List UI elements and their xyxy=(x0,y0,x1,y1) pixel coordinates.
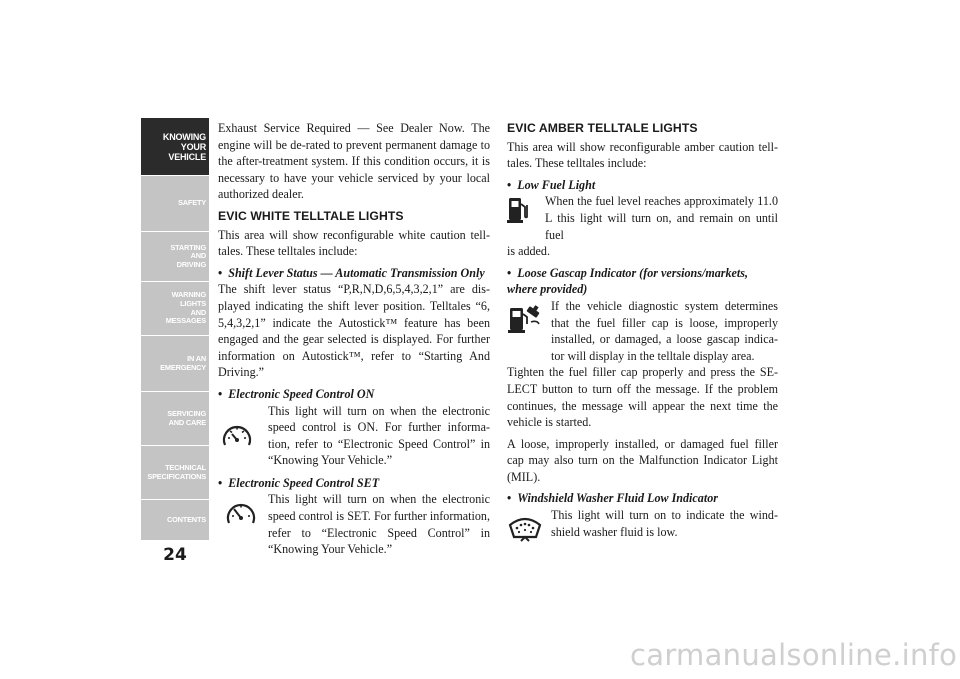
section-heading-white: EVIC WHITE TELLTALE LIGHTS xyxy=(218,208,404,223)
bullet-title: Low Fuel Light xyxy=(517,177,596,192)
speed-control-on-item xyxy=(218,403,490,469)
intro-paragraph: Exhaust Service Required — See Dealer Now. The engine will be de-rated to prevent permanent damage to the after-treatment system. If this condition occurs, it is necessary to have your vehicle serviced by your local authorized dealer. xyxy=(218,121,490,202)
shift-lever-text: The shift lever status “P,R,N,D,6,5,4,3,2,1” are dis-played indicating the shift lever position. Telltales “6, 5,4,3,2,1” indicate the Autostick™ feature has been engaged and the gear selected is displayed. For further information on Autostick™, refer to “Starting And Driving.” xyxy=(218,282,490,380)
section-heading-amber: EVIC AMBER TELLTALE LIGHTS xyxy=(507,121,698,135)
tab-servicing-and-care[interactable]: SERVICING AND CARE xyxy=(141,392,209,446)
speedometer-icon xyxy=(220,421,254,455)
tab-knowing-your-vehicle[interactable]: KNOWING YOUR VEHICLE xyxy=(141,118,209,176)
tab-starting-and-driving[interactable]: STARTING AND DRIVING xyxy=(141,232,209,282)
bullet-title: Electronic Speed Control SET xyxy=(228,475,380,490)
loose-gascap-after: Tighten the fuel filler cap properly and press the SE-LECT button to turn off the message. If the problem continues, the message will appear the next time the vehicle is started. xyxy=(507,365,778,430)
white-telltale-description: This area will show reconfigurable white caution tell-tales. These telltales include: xyxy=(218,227,490,259)
right-column xyxy=(507,120,778,546)
bullet-title: Windshield Washer Fluid Low Indicator xyxy=(517,491,718,506)
tab-warning-lights[interactable]: WARNING LIGHTS AND MESSAGES xyxy=(141,282,209,336)
left-column xyxy=(218,120,490,564)
bullet-washer-fluid: • Windshield Washer Fluid Low Indicator xyxy=(507,491,718,506)
watermark: carmanualsonline.info xyxy=(630,638,958,672)
bullet-low-fuel: • Low Fuel Light xyxy=(507,177,596,192)
bullet-title: Shift Lever Status — Automatic Transmission Only xyxy=(228,265,485,280)
speed-control-set-item xyxy=(218,491,490,557)
washer-fluid-text: This light will turn on to indicate the wind-shield washer fluid is low. xyxy=(551,508,778,539)
amber-telltale-description: This area will show reconfigurable amber caution tell-tales. These telltales include: xyxy=(507,139,778,171)
speed-control-set-text: This light will turn on when the electronic speed control is SET. For further information, refer to “Electronic Speed Control” in “Knowing Your Vehicle.” xyxy=(268,492,490,557)
mil-paragraph: A loose, improperly installed, or damaged fuel filler cap may also turn on the Malfunction Indicator Light (MIL). xyxy=(507,436,778,484)
bullet-loose-gascap: • Loose Gascap Indicator (for versions/markets, where provided) xyxy=(507,265,749,297)
low-fuel-text: When the fuel level reaches approximately 11.0 L this light will turn on, and remain on until fuel xyxy=(545,194,778,242)
bullet-title: Electronic Speed Control ON xyxy=(228,386,375,401)
tab-contents[interactable]: CONTENTS xyxy=(141,500,209,541)
tab-in-an-emergency[interactable]: IN AN EMERGENCY xyxy=(141,336,209,392)
low-fuel-after: is added. xyxy=(507,244,550,259)
bullet-shift-lever: • Shift Lever Status — Automatic Transmission Only xyxy=(218,265,485,280)
bullet-title: Loose Gascap Indicator (for versions/markets, where provided) xyxy=(507,265,749,297)
bullet-speed-control-set: • Electronic Speed Control SET xyxy=(218,475,380,490)
bullet-speed-control-on: • Electronic Speed Control ON xyxy=(218,386,375,401)
loose-gascap-text: If the vehicle diagnostic system determines that the fuel filler cap is loose, improperly installed, or damaged, a loose gascap indica-tor will display in the telltale display area. xyxy=(551,298,778,363)
section-sidebar xyxy=(141,118,209,541)
tab-safety[interactable]: SAFETY xyxy=(141,176,209,232)
washer-fluid-item xyxy=(507,507,778,540)
low-fuel-item xyxy=(507,193,778,243)
loose-gascap-item xyxy=(507,298,778,364)
gascap-icon xyxy=(507,302,541,336)
tab-technical-specifications[interactable]: TECHNICAL SPECIFICATIONS xyxy=(141,446,209,500)
speed-control-set-icon xyxy=(224,499,258,533)
washer-fluid-icon xyxy=(507,511,541,545)
page-number: 24 xyxy=(163,545,187,565)
speed-control-on-text: This light will turn on when the electronic speed control is ON. For further informa-tion, refer to “Electronic Speed Control” in “Knowing Your Vehicle.” xyxy=(268,403,490,468)
fuel-pump-icon xyxy=(507,195,541,229)
